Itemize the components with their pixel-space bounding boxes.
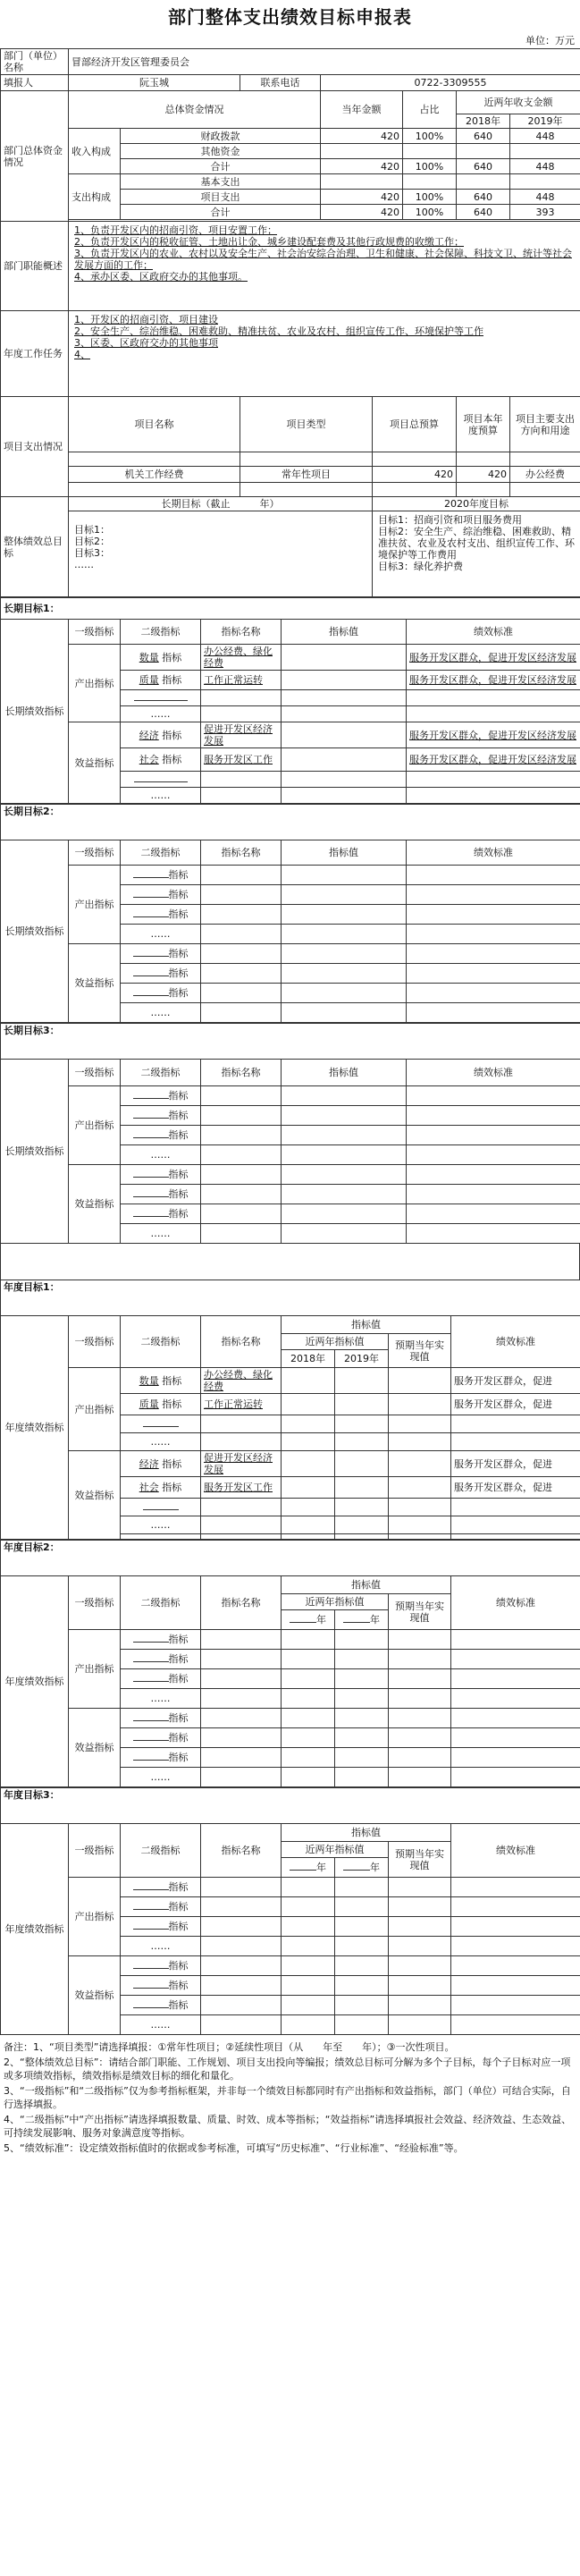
hdr-lvl1: 一级指标 (69, 1576, 121, 1630)
dots: …… (121, 1433, 201, 1451)
l2-b: 指标 (162, 1457, 182, 1470)
l2-b: 指标 (168, 1673, 189, 1685)
filler-name: 阮玉城 (69, 75, 240, 91)
ind-std: 服务开发区群众，促进开发区经济发展 (407, 722, 580, 748)
hdr-2019: 2019年 (335, 1350, 389, 1368)
l2-b: 指标 (162, 1374, 182, 1387)
dots: …… (121, 1937, 201, 1956)
project-row-year: 420 (457, 467, 510, 483)
year-target-3-table (0, 1787, 580, 2035)
ind-name: 促进开发区经济发展 (201, 1451, 282, 1477)
long-target-2-table (0, 804, 580, 1023)
expense-row-amount (321, 174, 403, 190)
ind-std: 服务开发区群众，促进开发区经济发展 (407, 645, 580, 671)
duty-line: 4、承办区委、区政府交办的其他事项。 (74, 271, 248, 283)
ind-name: 促进开发区经济发展 (201, 722, 282, 748)
fund-header-ratio: 占比 (403, 91, 457, 129)
phone-value: 0722-3309555 (321, 75, 580, 91)
hdr-ind-name: 指标名称 (201, 620, 282, 645)
project-row-purpose: 办公经费 (510, 467, 580, 483)
ind-name: 办公经费、绿化经费 (201, 645, 282, 671)
l2-b: 指标 (168, 1999, 189, 2011)
dots: …… (121, 1224, 201, 1244)
long2-side: 长期绩效指标 (1, 840, 69, 1023)
expense-row-name: 项目支出 (121, 190, 321, 205)
expense-row-amount: 420 (321, 205, 403, 220)
expense-row-y2: 448 (510, 190, 580, 205)
duty-label: 部门职能概述 (1, 222, 69, 311)
year-target-1-table (0, 1280, 580, 1540)
hdr-expect: 预期当年实现值 (389, 1594, 451, 1630)
hdr-std: 绩效标准 (451, 1824, 580, 1878)
fund-header-current: 当年金额 (321, 91, 403, 129)
l2-a: 经济 (139, 1457, 159, 1470)
expense-row-y2: 393 (510, 205, 580, 220)
hdr-ind-name: 指标名称 (201, 1576, 282, 1630)
overall-label: 整体绩效总目标 (1, 497, 69, 597)
dots: …… (121, 1145, 201, 1165)
l2-a: 质量 (139, 674, 159, 686)
l2-a: 社会 (139, 1482, 159, 1493)
expense-row-name: 合计 (121, 205, 321, 220)
page-title: 部门整体支出绩效目标申报表 (168, 6, 412, 28)
hdr-recent: 近两年指标值 (282, 1334, 389, 1350)
fund-header-2019: 2019年 (510, 114, 580, 129)
l2-b: 指标 (168, 1208, 189, 1220)
hdr-std: 绩效标准 (407, 620, 580, 645)
l2-b: 指标 (168, 1901, 189, 1913)
ind-std: 服务开发区群众，促进 (451, 1477, 580, 1499)
income-row-ratio: 100% (403, 159, 457, 174)
ind-std: 服务开发区群众，促进 (451, 1368, 580, 1394)
overall-long-item: 目标2： (74, 536, 110, 547)
note-line: 4、“二级指标”中“产出指标”请选择填报数量、质量、时效、成本等指标；“效益指标”请选择填报社会效益、经济效益、生态效益、可持续发展影响、服务对象满意度等指标。 (4, 2114, 572, 2139)
project-row-type (240, 483, 373, 497)
fund-header-recent: 近两年收支金额 (457, 91, 580, 114)
dept-name: 冒部经济开发区管理委员会 (69, 49, 580, 75)
dots: …… (121, 1003, 201, 1023)
project-header-name: 项目名称 (69, 397, 240, 452)
dept-label: 部门（单位）名称 (1, 49, 69, 75)
hdr-ind-name: 指标名称 (201, 1316, 282, 1368)
expense-label: 支出构成 (69, 174, 121, 220)
l2-b: 指标 (168, 908, 189, 920)
ind-name: 服务开发区工作 (201, 748, 282, 772)
hdr-expect: 预期当年实现值 (389, 1334, 451, 1368)
duty-line: 2、负责开发区内的税收征管、土地出让金、城乡建设配套费及其他行政规费的收缴工作； (74, 236, 464, 248)
l2-b: 指标 (168, 1732, 189, 1744)
ind-std: 服务开发区群众，促进 (451, 1451, 580, 1477)
l2-b: 指标 (168, 1169, 189, 1180)
income-row-amount: 420 (321, 159, 403, 174)
dots: …… (121, 1516, 201, 1534)
l2-b: 指标 (168, 889, 189, 900)
hdr-std: 绩效标准 (407, 840, 580, 866)
project-row-total (373, 452, 457, 467)
hdr-std: 绩效标准 (407, 1060, 580, 1086)
benefit-label: 效益指标 (69, 1956, 121, 2035)
annual-task-line: 2、安全生产、综治维稳、困难救助、精准扶贫、农业及农村、组织宣传工作、环境保护等工作 (74, 325, 483, 337)
expense-row-y1 (457, 174, 510, 190)
hdr-ind-value: 指标值 (282, 1576, 451, 1594)
l2-a: 数量 (139, 1374, 159, 1387)
benefit-label: 效益指标 (69, 1165, 121, 1244)
income-row-ratio (403, 144, 457, 159)
output-label: 产出指标 (69, 1878, 121, 1956)
overall-year-item: 目标2：安全生产、综治维稳、困难救助、精准扶贫、农业及农村支出、组织宣传工作、环境保护等工作费用 (378, 526, 575, 561)
hdr-recent: 近两年指标值 (282, 1594, 389, 1610)
year2-side: 年度绩效指标 (1, 1576, 69, 1787)
hdr-lvl1: 一级指标 (69, 1060, 121, 1086)
long-target-1-table (0, 597, 580, 804)
l2-b: 指标 (168, 1960, 189, 1972)
l2-b: 指标 (162, 674, 182, 686)
ind-name: 服务开发区工作 (201, 1477, 282, 1499)
l2-b: 指标 (162, 754, 182, 765)
expense-row-ratio: 100% (403, 205, 457, 220)
l2-b: 指标 (168, 1634, 189, 1645)
note-line: 3、“一级指标”和“二级指标”仅为参考指标框架，并非每一个绩效目标都同时有产出指标和效益指标，部门（单位）可结合实际，自行选择填报。 (4, 2085, 571, 2110)
overall-long-item: 目标1： (74, 524, 110, 536)
hdr-lvl2: 二级指标 (121, 1824, 201, 1878)
expense-row-y2 (510, 174, 580, 190)
l2-b: 指标 (168, 1712, 189, 1724)
project-header-year: 项目本年度预算 (457, 397, 510, 452)
hdr-lvl1: 一级指标 (69, 840, 121, 866)
project-row-purpose (510, 483, 580, 497)
output-label: 产出指标 (69, 1630, 121, 1709)
project-row-year (457, 483, 510, 497)
hdr-2018: 2018年 (282, 1350, 335, 1368)
annual-task-line: 1、开发区的招商引资、项目建设 (74, 314, 218, 325)
annual-task-line: 3、区委、区政府交办的其他事项 (74, 337, 218, 349)
l2-b: 指标 (168, 1921, 189, 1932)
fund-header-2018: 2018年 (457, 114, 510, 129)
overall-long-head: 长期目标（截止 年） (69, 497, 373, 511)
hdr-lvl1: 一级指标 (69, 620, 121, 645)
income-row-name: 其他资金 (121, 144, 321, 159)
hdr-lvl1: 一级指标 (69, 1316, 121, 1368)
basic-info-table (0, 48, 580, 597)
output-label: 产出指标 (69, 645, 121, 722)
expense-row-ratio (403, 174, 457, 190)
long3-tag: 长期目标3： (1, 1024, 580, 1060)
l2-a: 数量 (139, 651, 159, 663)
l2-b: 指标 (168, 1090, 189, 1102)
dots: …… (121, 1768, 201, 1787)
overall-year-item: 目标3：绿化养护费 (378, 561, 463, 572)
output-label: 产出指标 (69, 1368, 121, 1451)
year3-side: 年度绩效指标 (1, 1824, 69, 2035)
hdr-lvl2: 二级指标 (121, 1060, 201, 1086)
year2-tag: 年度目标2： (1, 1541, 580, 1576)
note-line: 备注：1、“项目类型”请选择填报：①常年性项目；②延续性项目（从 年至 年）；③一次性项目。 (4, 2041, 455, 2053)
long3-side: 长期绩效指标 (1, 1060, 69, 1244)
benefit-label: 效益指标 (69, 1451, 121, 1540)
long2-tag: 长期目标2： (1, 805, 580, 840)
expense-row-name: 基本支出 (121, 174, 321, 190)
fund-section-label: 部门总体资金情况 (1, 91, 69, 222)
project-row-name (69, 483, 240, 497)
hdr-std: 绩效标准 (451, 1316, 580, 1368)
hdr-expect: 预期当年实现值 (389, 1842, 451, 1878)
l2-b: 指标 (168, 967, 189, 979)
overall-year-head: 2020年度目标 (373, 497, 580, 511)
project-header-total: 项目总预算 (373, 397, 457, 452)
ind-name: 工作正常运转 (201, 671, 282, 690)
ind-std: 服务开发区群众，促进 (451, 1394, 580, 1415)
phone-label: 联系电话 (240, 75, 321, 91)
dots: …… (121, 706, 201, 722)
income-row-name: 财政拨款 (121, 129, 321, 144)
l2-b: 指标 (162, 1398, 182, 1410)
hdr-recent: 近两年指标值 (282, 1842, 389, 1858)
l2-b: 指标 (168, 1129, 189, 1141)
long1-tag: 长期目标1： (1, 598, 580, 620)
dots: …… (121, 788, 201, 804)
note-line: 5、“绩效标准”：设定绩效指标值时的依据或参考标准，可填写“历史标准”、“行业标准”、“经验标准”等。 (4, 2142, 464, 2154)
duty-line: 3、负责开发区内的农业、农村以及安全生产、社会治安综合治理、卫生和健康、社会保障、科技文卫、统计等社会发展方面的工作； (74, 248, 572, 271)
benefit-label: 效益指标 (69, 722, 121, 804)
dots: …… (121, 1689, 201, 1709)
expense-row-y1: 640 (457, 190, 510, 205)
overall-long-item: …… (74, 559, 94, 570)
fund-header-name: 总体资金情况 (69, 91, 321, 129)
project-row-total (373, 483, 457, 497)
ind-name: 办公经费、绿化经费 (201, 1368, 282, 1394)
hdr-year: 年 (370, 1614, 380, 1626)
project-row-type (240, 452, 373, 467)
l2-b: 指标 (168, 948, 189, 959)
project-row-year (457, 452, 510, 467)
overall-long-item: 目标3： (74, 547, 110, 559)
hdr-year: 年 (316, 1862, 326, 1873)
l2-a: 经济 (139, 729, 159, 741)
expense-row-y1: 640 (457, 205, 510, 220)
project-row-name: 机关工作经费 (69, 467, 240, 483)
notes-block (0, 2035, 580, 2162)
hdr-lvl2: 二级指标 (121, 1316, 201, 1368)
unit-label: 单位：万元 (525, 35, 575, 46)
project-row-type: 常年性项目 (240, 467, 373, 483)
l2-b: 指标 (162, 1482, 182, 1493)
l2-b: 指标 (162, 729, 182, 741)
project-row-purpose (510, 452, 580, 467)
l2-a: 社会 (139, 754, 159, 765)
benefit-label: 效益指标 (69, 1709, 121, 1787)
annual-task-line: 4、 (74, 349, 90, 360)
dots: …… (121, 925, 201, 944)
hdr-std: 绩效标准 (451, 1576, 580, 1630)
project-header-type: 项目类型 (240, 397, 373, 452)
hdr-lvl2: 二级指标 (121, 840, 201, 866)
output-label: 产出指标 (69, 1086, 121, 1165)
hdr-ind-name: 指标名称 (201, 840, 282, 866)
expense-row-ratio: 100% (403, 190, 457, 205)
year-target-2-table (0, 1540, 580, 1787)
hdr-lvl1: 一级指标 (69, 1824, 121, 1878)
income-row-y1: 640 (457, 129, 510, 144)
income-row-amount (321, 144, 403, 159)
l2-b: 指标 (168, 987, 189, 999)
income-row-name: 合计 (121, 159, 321, 174)
hdr-ind-value: 指标值 (282, 1060, 407, 1086)
l2-b: 指标 (168, 1653, 189, 1665)
l2-b: 指标 (162, 651, 182, 663)
benefit-label: 效益指标 (69, 944, 121, 1023)
hdr-year: 年 (316, 1614, 326, 1626)
project-header-purpose: 项目主要支出方向和用途 (510, 397, 580, 452)
income-label: 收入构成 (69, 129, 121, 174)
project-label: 项目支出情况 (1, 397, 69, 497)
l2-b: 指标 (168, 869, 189, 881)
ind-name: 工作正常运转 (201, 1394, 282, 1415)
hdr-ind-name: 指标名称 (201, 1824, 282, 1878)
filler-label: 填报人 (1, 75, 69, 91)
long-target-3-table (0, 1023, 580, 1244)
income-row-y2 (510, 144, 580, 159)
l2-b: 指标 (168, 1110, 189, 1121)
annual-task-label: 年度工作任务 (1, 311, 69, 397)
hdr-year: 年 (370, 1862, 380, 1873)
long1-side: 长期绩效指标 (1, 620, 69, 804)
overall-year-item: 目标1：招商引资和项目服务费用 (378, 514, 522, 526)
expense-row-amount: 420 (321, 190, 403, 205)
hdr-ind-value: 指标值 (282, 840, 407, 866)
duty-line: 1、负责开发区内的招商引资、项目安置工作； (74, 224, 277, 236)
l2-a: 质量 (139, 1398, 159, 1410)
ind-std: 服务开发区群众，促进开发区经济发展 (407, 671, 580, 690)
income-row-y2: 448 (510, 159, 580, 174)
hdr-lvl2: 二级指标 (121, 620, 201, 645)
income-row-y2: 448 (510, 129, 580, 144)
hdr-ind-value: 指标值 (282, 620, 407, 645)
hdr-ind-value: 指标值 (282, 1824, 451, 1842)
l2-b: 指标 (168, 1881, 189, 1893)
hdr-ind-value: 指标值 (282, 1316, 451, 1334)
project-row-total: 420 (373, 467, 457, 483)
year1-side: 年度绩效指标 (1, 1316, 69, 1540)
l2-b: 指标 (168, 1752, 189, 1763)
hdr-ind-name: 指标名称 (201, 1060, 282, 1086)
income-row-y1: 640 (457, 159, 510, 174)
year1-tag: 年度目标1： (1, 1280, 580, 1316)
l2-b: 指标 (168, 1980, 189, 1991)
output-label: 产出指标 (69, 866, 121, 944)
hdr-lvl2: 二级指标 (121, 1576, 201, 1630)
income-row-ratio: 100% (403, 129, 457, 144)
project-row-name (69, 452, 240, 467)
income-row-amount: 420 (321, 129, 403, 144)
note-line: 2、“整体绩效总目标”：请结合部门职能、工作规划、项目支出投向等编报；绩效总目标可分解为多个子目标，每个子目标对应一项或多项绩效指标，绩效指标是绩效目标的细化和量化。 (4, 2057, 571, 2082)
ind-std: 服务开发区群众，促进开发区经济发展 (407, 748, 580, 772)
dots: …… (121, 2015, 201, 2035)
year3-tag: 年度目标3： (1, 1788, 580, 1824)
income-row-y1 (457, 144, 510, 159)
l2-b: 指标 (168, 1188, 189, 1200)
